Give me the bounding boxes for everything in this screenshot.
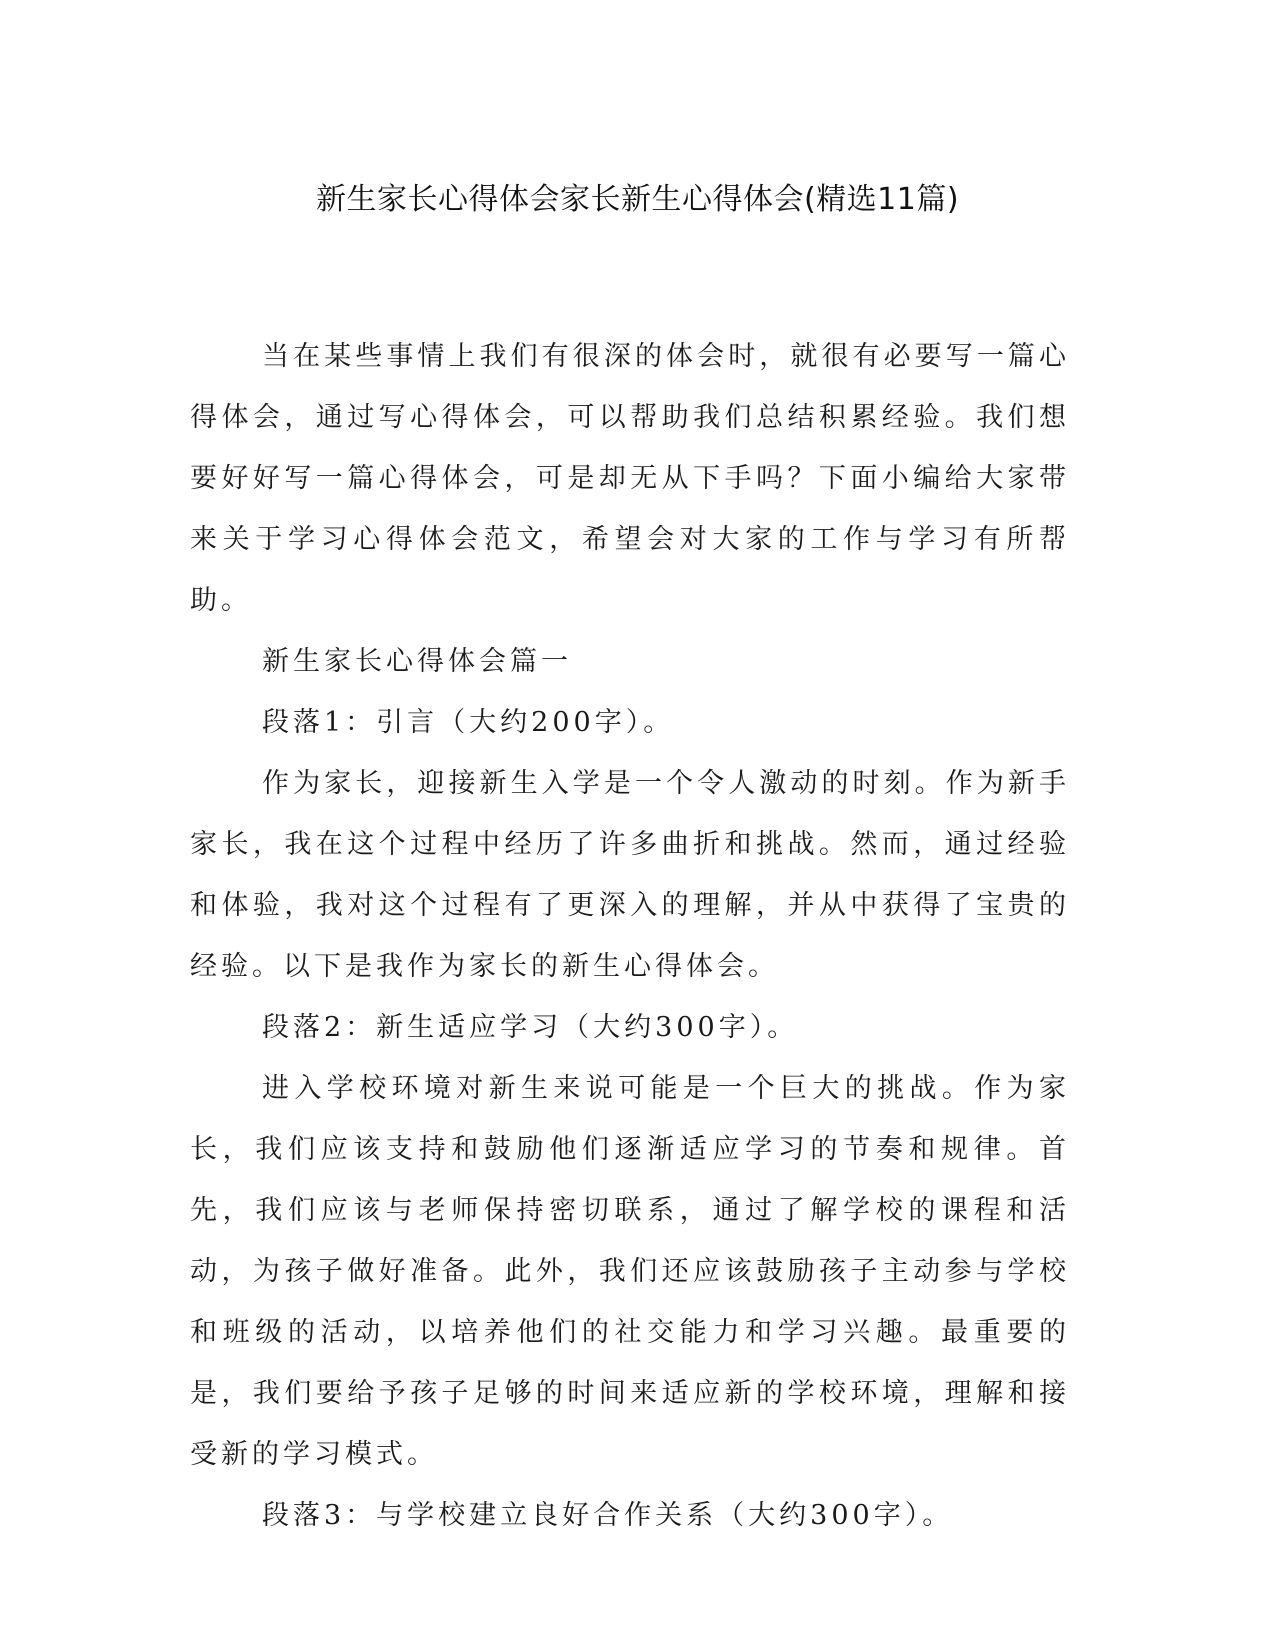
paragraph-1-heading: 段落1：引言（大约200字）。: [262, 707, 675, 738]
paragraph-2-body: 进入学校环境对新生来说可能是一个巨大的挑战。作为家长，我们应该支持和鼓励他们逐渐适应学习的节奏和规律。首先，我们应该与老师保持密切联系，通过了解学校的课程和活动，为孩子做好准备。此外，我们还应该鼓励孩子主动参与学校和班级的活动，以培养他们的社交能力和学习兴趣。最重要的是，我们要给予孩子足够的时间来适应新的学校环境，理解和接受新的学习模式。: [190, 1073, 1070, 1470]
paragraph-1-body: 作为家长，迎接新生入学是一个令人激动的时刻。作为新手家长，我在这个过程中经历了许多曲折和挑战。然而，通过经验和体验，我对这个过程有了更深入的理解，并从中获得了宝贵的经验。以下是我作为家长的新生心得体会。: [190, 768, 1070, 982]
document-title: 新生家长心得体会家长新生心得体会(精选11篇): [315, 182, 960, 217]
section-heading-part-one: 新生家长心得体会篇一: [262, 646, 572, 677]
paragraph-2-heading: 段落2：新生适应学习（大约300字）。: [262, 1012, 799, 1043]
document-body: [190, 326, 1070, 1546]
intro-paragraph: 当在某些事情上我们有很深的体会时，就很有必要写一篇心得体会，通过写心得体会，可以帮助我们总结积累经验。我们想要好好写一篇心得体会，可是却无从下手吗？下面小编给大家带来关于学习心得体会范文，希望会对大家的工作与学习有所帮助。: [190, 341, 1070, 616]
paragraph-3-heading: 段落3：与学校建立良好合作关系（大约300字）。: [262, 1500, 954, 1531]
